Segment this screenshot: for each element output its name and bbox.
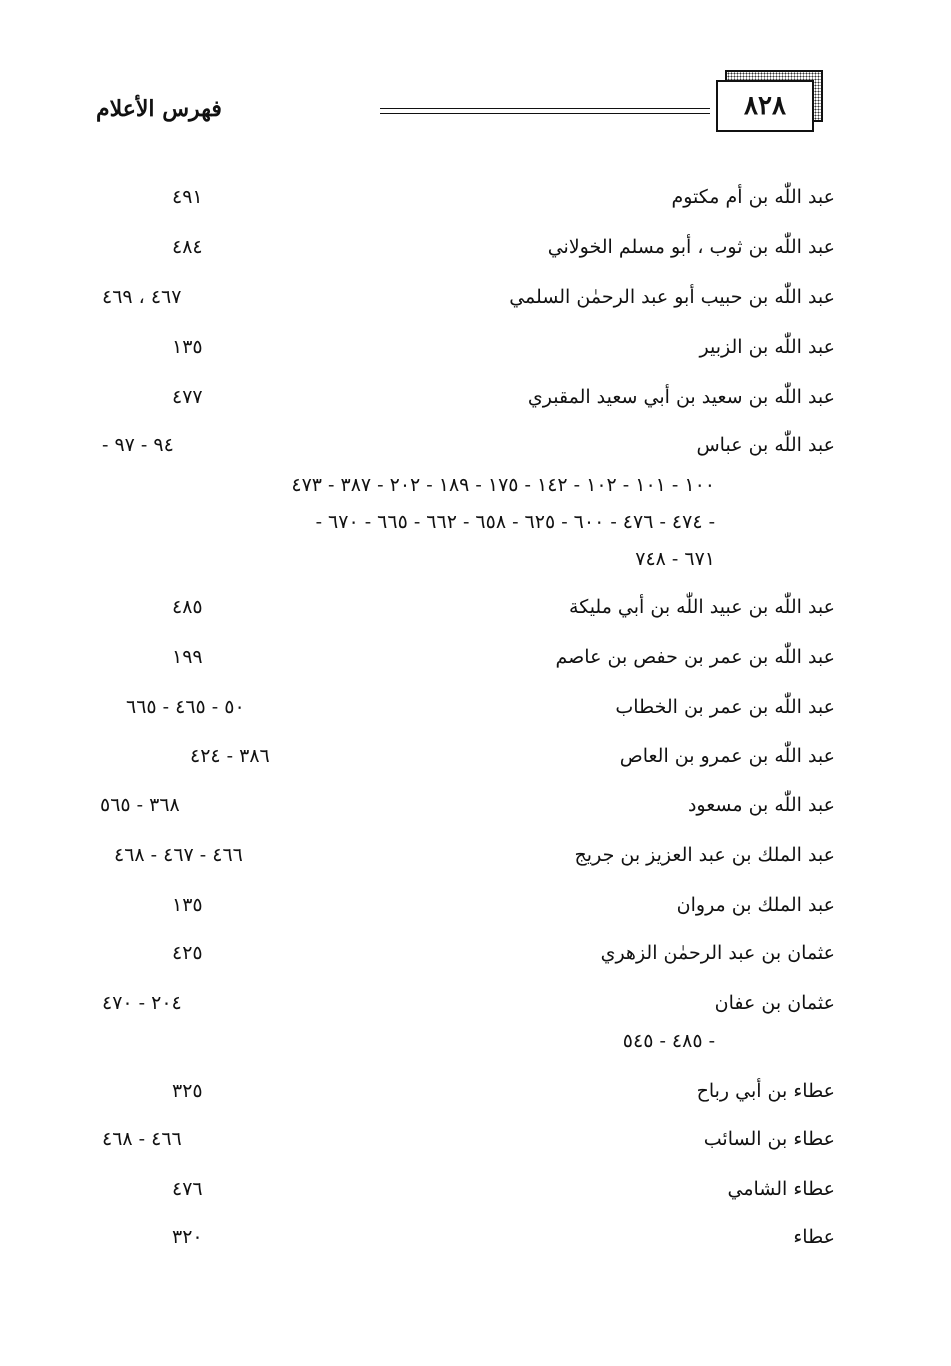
entry-pages: ٤٧٧ bbox=[172, 386, 203, 408]
entry-name: عبد الملك بن مروان bbox=[676, 894, 835, 916]
entry-name: عثمان بن عبد الرحمٰن الزهري bbox=[600, 942, 835, 964]
entry-pages: ٤٦٧ ، ٤٦٩ bbox=[102, 286, 182, 308]
entry-name: عبد الملك بن عبد العزيز بن جريج bbox=[574, 844, 835, 866]
page-title: فهرس الأعلام bbox=[96, 96, 222, 122]
entry-pages: ٣٢٠ bbox=[172, 1226, 203, 1248]
entry-name: عطاء الشامي bbox=[727, 1178, 835, 1200]
entry-pages: ٤٨٤ bbox=[172, 236, 203, 258]
continuation-line: - ٤٧٤ - ٤٧٦ - ٦٠٠ - ٦٢٥ - ٦٥٨ - ٦٦٢ - ٦٦٥ - ٦٧٠ - bbox=[315, 511, 715, 533]
entry-name: عبد اللّٰه بن عمر بن الخطاب bbox=[615, 696, 835, 718]
entry-name: عبد اللّٰه بن عمرو بن العاص bbox=[619, 745, 835, 767]
entry-pages: ٤٦٦ - ٤٦٨ bbox=[102, 1128, 182, 1150]
entry-name: عطاء bbox=[793, 1226, 835, 1248]
entry-name: عبد اللّٰه بن سعيد بن أبي سعيد المقبري bbox=[527, 386, 835, 408]
entry-name: عبد اللّٰه بن حبيب أبو عبد الرحمٰن السلمي bbox=[509, 286, 835, 308]
entry-pages: ٥٠ - ٤٦٥ - ٦٦٥ bbox=[126, 696, 245, 718]
entry-name: عبد اللّٰه بن عمر بن حفص بن عاصم bbox=[555, 646, 835, 668]
entry-name: عبد اللّٰه بن مسعود bbox=[687, 794, 835, 816]
entry-pages: ٤٦٦ - ٤٦٧ - ٤٦٨ bbox=[114, 844, 243, 866]
continuation-line: ١٠٠ - ١٠١ - ١٠٢ - ١٤٢ - ١٧٥ - ١٨٩ - ٢٠٢ - ٣٨٧ - ٤٧٣ bbox=[291, 474, 715, 496]
continuation-line: ٦٧١ - ٧٤٨ bbox=[635, 548, 715, 570]
entry-pages: ٩٤ - ٩٧ - bbox=[102, 434, 174, 456]
entry-name: عطاء بن أبي رباح bbox=[696, 1080, 835, 1102]
entry-pages: ٤٧٦ bbox=[172, 1178, 203, 1200]
entry-pages: ٢٠٤ - ٤٧٠ bbox=[102, 992, 182, 1014]
entry-name: عطاء بن السائب bbox=[703, 1128, 835, 1150]
continuation-line: - ٤٨٥ - ٥٤٥ bbox=[622, 1030, 715, 1052]
header-rule-top bbox=[380, 108, 710, 109]
entry-name: عثمان بن عفان bbox=[714, 992, 835, 1014]
entry-pages: ١٣٥ bbox=[172, 336, 203, 358]
entry-pages: ٤٨٥ bbox=[172, 596, 203, 618]
entry-name: عبد اللّٰه بن الزبير bbox=[699, 336, 835, 358]
page-number-box bbox=[716, 80, 814, 132]
page-number: ٨٢٨ bbox=[744, 91, 786, 121]
entry-pages: ٣٦٨ - ٥٦٥ bbox=[100, 794, 180, 816]
header-rule-bottom bbox=[380, 113, 710, 114]
entry-pages: ٣٢٥ bbox=[172, 1080, 203, 1102]
entry-name: عبد اللّٰه بن عبيد اللّٰه بن أبي مليكة bbox=[569, 596, 835, 618]
entry-pages: ١٩٩ bbox=[172, 646, 203, 668]
entry-name: عبد اللّٰه بن عباس bbox=[696, 434, 835, 456]
entry-name: عبد اللّٰه بن ثوب ، أبو مسلم الخولاني bbox=[547, 236, 835, 258]
entry-pages: ٤٩١ bbox=[172, 186, 203, 208]
entry-pages: ١٣٥ bbox=[172, 894, 203, 916]
entry-name: عبد اللّٰه بن أم مكتوم bbox=[671, 186, 835, 208]
entry-pages: ٤٢٥ bbox=[172, 942, 203, 964]
entry-pages: ٣٨٦ - ٤٢٤ bbox=[190, 745, 270, 767]
